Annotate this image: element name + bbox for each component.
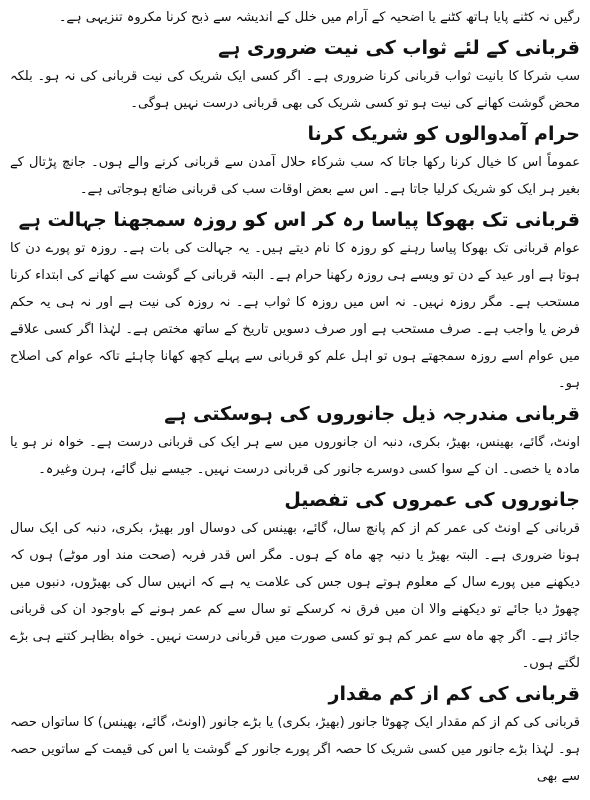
section-heading: قربانی تک بھوکا پیاسا رہ کر اس کو روزہ سمجھنا جہالت ہے — [18, 209, 580, 231]
section-minimum-share — [10, 679, 580, 790]
section-body: قربانی کے اونٹ کی عمر کم از کم پانچ سال، گائے، بھینس کی دوسال اور بھیڑ، بکری، دنبہ کی ایک سال ہونا ضروری ہے۔ البتہ بھیڑ یا دنبہ چھ ماہ کے ہوں۔ مگر اس قدر فربہ (صحت مند اور موٹے) ہوں کہ دیکھنے میں پورے سال کے معلوم ہوتے ہوں جس کی علامت یہ ہے کہ انہیں سال کی بھیڑوں، دنبوں میں چھوڑ دیا جائے تو دیکھنے والا ان میں فرق نہ کرسکے تو سال سے کم عمر ہونے کے باوجود ان کی قربانی جائز ہے۔ اگر چھ ماہ سے عمر کم ہو تو کسی صورت میں قربانی درست نہیں۔ خواہ بظاہر کتنے ہی بڑے لگتے ہوں۔ — [10, 521, 580, 671]
section-niyyat — [10, 33, 580, 117]
section-body: اونٹ، گائے، بھینس، بھیڑ، بکری، دنبہ ان جانوروں میں سے ہر ایک کی قربانی درست ہے۔ خواہ نر ہو یا مادہ یا خصی۔ ان کے سوا کسی دوسرے جانور کی قربانی درست نہیں۔ جیسے نیل گائے، ہرن وغیرہ۔ — [10, 435, 580, 477]
section-body: عوام قربانی تک بھوکا پیاسا رہنے کو روزہ کا نام دیتے ہیں۔ یہ جہالت کی بات ہے۔ روزہ تو پورے دن کا ہوتا ہے اور عید کے دن تو ویسے ہی روزہ رکھنا حرام ہے۔ البتہ قربانی کے گوشت سے کھانے کی ابتداء کرنا مستحب ہے۔ مگر روزہ نہیں۔ نہ اس میں روزہ کا ثواب ہے۔ نہ روزہ کی نیت ہے اور نہ ہی یہ حکم فرض یا واجب ہے۔ صرف مستحب ہے اور صرف دسویں تاریخ کے ساتھ مختص ہے۔ لہٰذا اگر کسی علاقے میں عوام اسے روزہ سمجھتے ہوں تو اہل علم کو قربانی سے پہلے کچھ کھانا چاہئے تاکہ عوام کی اصلاح ہو۔ — [10, 241, 580, 391]
section-haram-income — [10, 119, 580, 203]
section-body: سب شرکا کا بانیت ثواب قربانی کرنا ضروری ہے۔ اگر کسی ایک شریک کی نیت قربانی کی نہ ہو۔ بلکہ محض گوشت کھانے کی نیت ہو تو کسی شریک کی بھی قربانی درست نہیں ہوگی۔ — [10, 69, 580, 111]
section-heading: جانوروں کی عمروں کی تفصیل — [284, 489, 580, 511]
section-animals — [10, 399, 580, 483]
section-body: عموماً اس کا خیال کرنا رکھا جاتا کہ سب شرکاء حلال آمدن سے قربانی کرنے والے ہوں۔ جانچ پڑتال کے بغیر ہر ایک کو شریک کرلیا جاتا ہے۔ اس سے بعض اوقات سب کی قربانی ضائع ہوجاتی ہے۔ — [10, 155, 580, 197]
section-heading: حرام آمدوالوں کو شریک کرنا — [307, 123, 580, 145]
intro-paragraph: رگیں نہ کٹنے پایا ہاتھ کٹنے یا اضحیہ کے آرام میں خلل کے اندیشہ سے ذبح کرنا مکروہ تنزیہی ہے۔ — [58, 10, 580, 25]
section-ages — [10, 485, 580, 677]
section-heading: قربانی کے لئے ثواب کی نیت ضروری ہے — [218, 37, 580, 59]
section-body: قربانی کی کم از کم مقدار ایک چھوٹا جانور (بھیڑ، بکری) یا بڑے جانور (اونٹ، گائے، بھینس) کا ساتواں حصہ ہو۔ لہٰذا بڑے جانور میں کسی شریک کا حصہ اگر پورے جانور کے گوشت یا اس کی قیمت کے ساتویں حصہ سے بھی — [9, 715, 580, 784]
section-heading: قربانی مندرجہ ذیل جانوروں کی ہوسکتی ہے — [164, 403, 580, 425]
section-fasting — [10, 205, 580, 397]
section-heading: قربانی کی کم از کم مقدار — [328, 683, 580, 705]
